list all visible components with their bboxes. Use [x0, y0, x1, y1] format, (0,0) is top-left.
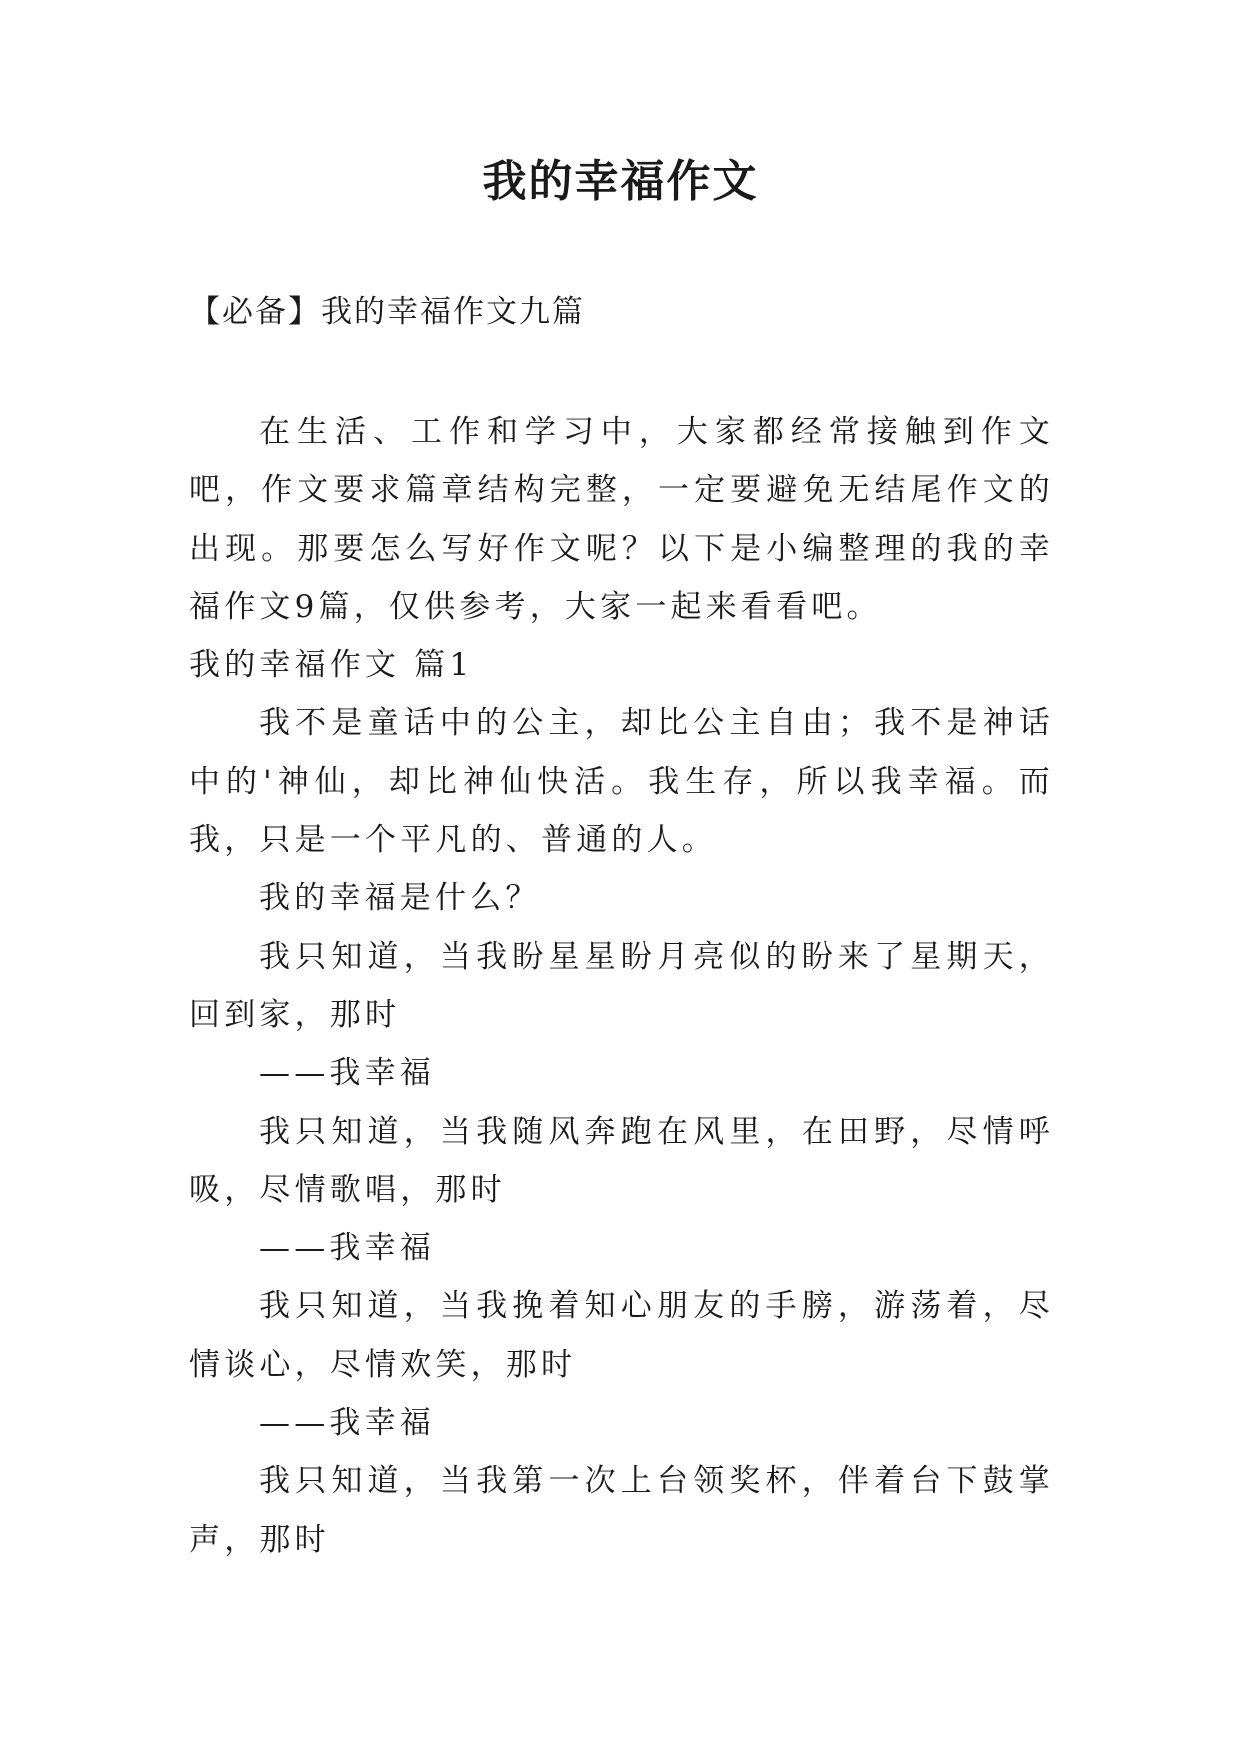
document-subtitle: 【必备】我的幸福作文九篇 — [189, 294, 585, 330]
body-paragraph: 我只知道，当我盼星星盼月亮似的盼来了星期天，回到家，那时 — [189, 938, 1054, 1033]
document-body — [189, 403, 1054, 1569]
body-paragraph: 我不是童话中的公主，却比公主自由；我不是神话中的'神仙，却比神仙快活。我生存，所以我幸福。而我，只是一个平凡的、普通的人。 — [189, 705, 1054, 859]
section-heading: 我的幸福作文 篇1 — [189, 647, 474, 684]
refrain-line: ——我幸福 — [259, 1405, 435, 1442]
body-paragraph: 我只知道，当我挽着知心朋友的手膀，游荡着，尽情谈心，尽情欢笑，那时 — [189, 1288, 1054, 1383]
body-paragraph: 我只知道，当我随风奔跑在风里，在田野，尽情呼吸，尽情歌唱，那时 — [189, 1113, 1054, 1208]
document-title: 我的幸福作文 — [482, 156, 759, 207]
body-paragraph: 我只知道，当我第一次上台领奖杯，伴着台下鼓掌声，那时 — [189, 1463, 1054, 1558]
body-paragraph: 我的幸福是什么？ — [259, 880, 541, 917]
refrain-line: ——我幸福 — [259, 1055, 435, 1092]
refrain-line: ——我幸福 — [259, 1230, 435, 1267]
intro-paragraph: 在生活、工作和学习中，大家都经常接触到作文吧，作文要求篇章结构完整，一定要避免无结尾作文的出现。那要怎么写好作文呢？以下是小编整理的我的幸福作文9篇，仅供参考，大家一起来看看吧。 — [189, 414, 1054, 625]
